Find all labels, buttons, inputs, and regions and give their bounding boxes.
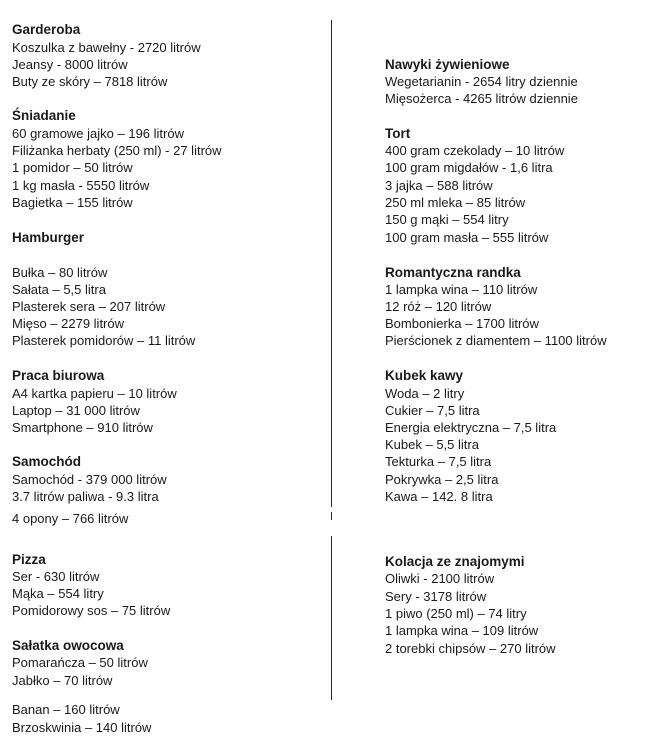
section-title-samochod: Samochód [12, 454, 82, 469]
list-item: Tekturka – 7,5 litra [385, 454, 492, 469]
section-title-hamburger: Hamburger [12, 230, 85, 245]
list-item: Jabłko – 70 litrów [12, 673, 113, 688]
list-item: 2 torebki chipsów – 270 litrów [385, 641, 556, 656]
list-item: Energia elektryczna – 7,5 litra [385, 420, 557, 435]
list-item: 60 gramowe jajko – 196 litrów [12, 126, 184, 141]
list-item: 100 gram masła – 555 litrów [385, 230, 549, 245]
section-title-kubek-kawy: Kubek kawy [385, 368, 464, 383]
list-item: Bagietka – 155 litrów [12, 195, 133, 210]
list-item: Filiżanka herbaty (250 ml) - 27 litrów [12, 143, 222, 158]
column-divider-top [331, 20, 332, 507]
column-divider-bottom [331, 536, 332, 700]
list-item: 1 lampka wina – 109 litrów [385, 623, 539, 638]
list-item: Koszulka z bawełny - 2720 litrów [12, 40, 201, 55]
section-title-praca-biurowa: Praca biurowa [12, 368, 105, 383]
section-title-tort: Tort [385, 126, 411, 141]
list-item: 3.7 litrów paliwa - 9.3 litra [12, 489, 159, 504]
list-item: 1 kg masła - 5550 litrów [12, 178, 150, 193]
list-item: Pomidorowy sos – 75 litrów [12, 603, 171, 618]
list-item: Plasterek pomidorów – 11 litrów [12, 333, 196, 348]
list-item: Sałata – 5,5 litra [12, 282, 106, 297]
list-item: Cukier – 7,5 litra [385, 403, 480, 418]
list-item: Sery - 3178 litrów [385, 589, 487, 604]
list-item: Jeansy - 8000 litrów [12, 57, 128, 72]
list-item: 400 gram czekolady – 10 litrów [385, 143, 565, 158]
section-title-nawyki-zywieniowe: Nawyki żywieniowe [385, 57, 510, 72]
list-item: 12 róż – 120 litrów [385, 299, 492, 314]
list-item: 1 piwo (250 ml) – 74 litry [385, 606, 527, 621]
list-item: Oliwki - 2100 litrów [385, 571, 495, 586]
list-item: 3 jajka – 588 litrów [385, 178, 493, 193]
section-title-pizza: Pizza [12, 552, 46, 567]
list-item: Bułka – 80 litrów [12, 265, 108, 280]
section-title-salatka-owocowa: Sałatka owocowa [12, 638, 124, 653]
list-item: Mąka – 554 litry [12, 586, 104, 601]
list-item: Pokrywka – 2,5 litra [385, 472, 499, 487]
list-item: Banan – 160 litrów [12, 702, 120, 717]
list-item: Ser - 630 litrów [12, 569, 100, 584]
section-title-romantyczna-randka: Romantyczna randka [385, 265, 521, 280]
list-item: Samochód - 379 000 litrów [12, 472, 167, 487]
list-item: A4 kartka papieru – 10 litrów [12, 386, 177, 401]
list-item: Buty ze skóry – 7818 litrów [12, 74, 168, 89]
list-item: 1 pomidor – 50 litrów [12, 160, 133, 175]
list-item: Woda – 2 litry [385, 386, 465, 401]
list-item: Smartphone – 910 litrów [12, 420, 153, 435]
list-item: 250 ml mleka – 85 litrów [385, 195, 526, 210]
list-item: Bombonierka – 1700 litrów [385, 316, 539, 331]
list-item: 150 g mąki – 554 litry [385, 212, 509, 227]
list-item: Mięso – 2279 litrów [12, 316, 124, 331]
list-item: Kawa – 142. 8 litra [385, 489, 493, 504]
list-item: Pomarańcza – 50 litrów [12, 655, 148, 670]
list-item: 100 gram migdałów - 1,6 litra [385, 160, 553, 175]
section-title-kolacja-ze-znajomymi: Kolacja ze znajomymi [385, 554, 525, 569]
list-item: 4 opony – 766 litrów [12, 511, 129, 526]
list-item: Mięsożerca - 4265 litrów dziennie [385, 91, 578, 106]
list-item: Brzoskwinia – 140 litrów [12, 720, 152, 735]
list-item: 1 lampka wina – 110 litrów [385, 282, 538, 297]
list-item: Laptop – 31 000 litrów [12, 403, 140, 418]
list-item: Kubek – 5,5 litra [385, 437, 479, 452]
list-item: Pierścionek z diamentem – 1100 litrów [385, 333, 607, 348]
section-title-sniadanie: Śniadanie [12, 108, 76, 123]
list-item: Plasterek sera – 207 litrów [12, 299, 166, 314]
section-title-garderoba: Garderoba [12, 22, 81, 37]
list-item: Wegetarianin - 2654 litry dziennie [385, 74, 578, 89]
column-divider-gap-mark [331, 512, 332, 520]
